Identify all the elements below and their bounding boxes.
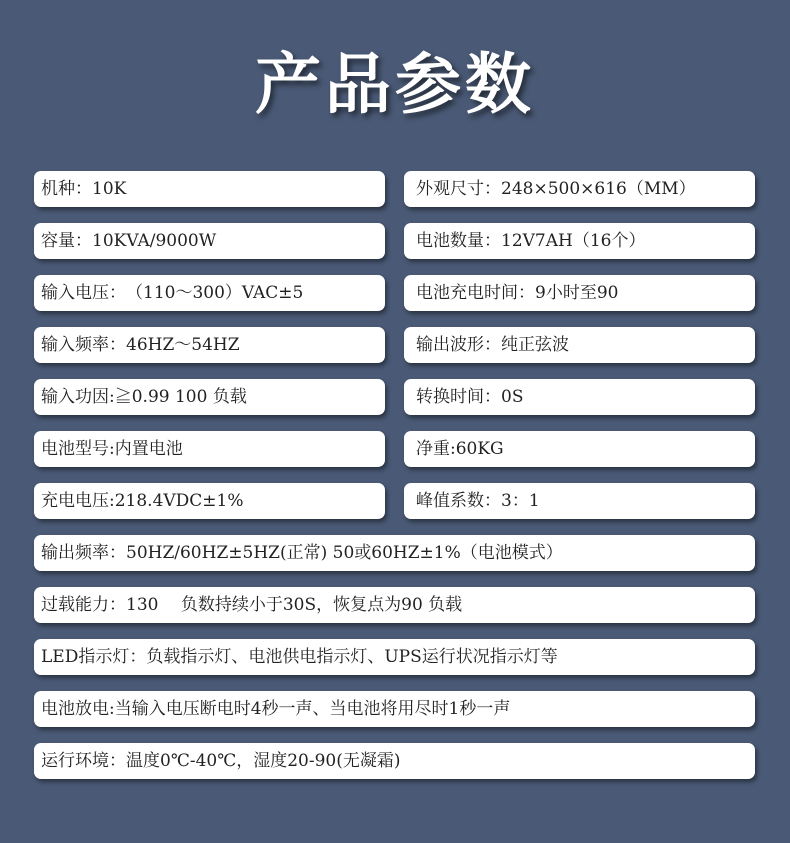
spec-row (34, 639, 755, 675)
spec-transfer-time: 转换时间：0S (404, 379, 755, 415)
spec-charge-voltage: 充电电压:218.4VDC±1% (34, 483, 385, 519)
spec-row (34, 587, 755, 623)
spec-output-waveform: 输出波形：纯正弦波 (404, 327, 755, 363)
spec-power-factor: 输入功因:≧0.99 100 负载 (34, 379, 385, 415)
spec-capacity: 容量：10KVA/9000W (34, 223, 385, 259)
spec-output-frequency: 输出频率：50HZ/60HZ±5HZ(正常) 50或60HZ±1%（电池模式） (34, 535, 755, 571)
spec-row (34, 379, 755, 415)
spec-row (34, 483, 755, 519)
spec-row (34, 223, 755, 259)
spec-input-frequency: 输入频率：46HZ～54HZ (34, 327, 385, 363)
spec-row (34, 743, 755, 779)
spec-charge-time: 电池充电时间：9小时至90 (404, 275, 755, 311)
spec-battery-discharge: 电池放电:当输入电压断电时4秒一声、当电池将用尽时1秒一声 (34, 691, 755, 727)
spec-row (34, 691, 755, 727)
spec-row (34, 535, 755, 571)
spec-row (34, 275, 755, 311)
spec-battery-type: 电池型号:内置电池 (34, 431, 385, 467)
spec-row (34, 431, 755, 467)
spec-net-weight: 净重:60KG (404, 431, 755, 467)
spec-model: 机种：10K (34, 171, 385, 207)
spec-overload: 过载能力：130 负数持续小于30S，恢复点为90 负载 (34, 587, 755, 623)
spec-input-voltage: 输入电压： （110～300）VAC±5 (34, 275, 385, 311)
spec-table (34, 171, 755, 795)
spec-battery-count: 电池数量：12V7AH（16个） (404, 223, 755, 259)
spec-crest-factor: 峰值系数：3：1 (404, 483, 755, 519)
spec-led-indicators: LED指示灯：负载指示灯、电池供电指示灯、UPS运行状况指示灯等 (34, 639, 755, 675)
spec-dimensions: 外观尺寸：248×500×616（MM） (404, 171, 755, 207)
spec-environment: 运行环境：温度0℃-40℃，湿度20-90(无凝霜) (34, 743, 755, 779)
spec-row (34, 327, 755, 363)
spec-row (34, 171, 755, 207)
page-title: 产品参数 (255, 46, 535, 123)
